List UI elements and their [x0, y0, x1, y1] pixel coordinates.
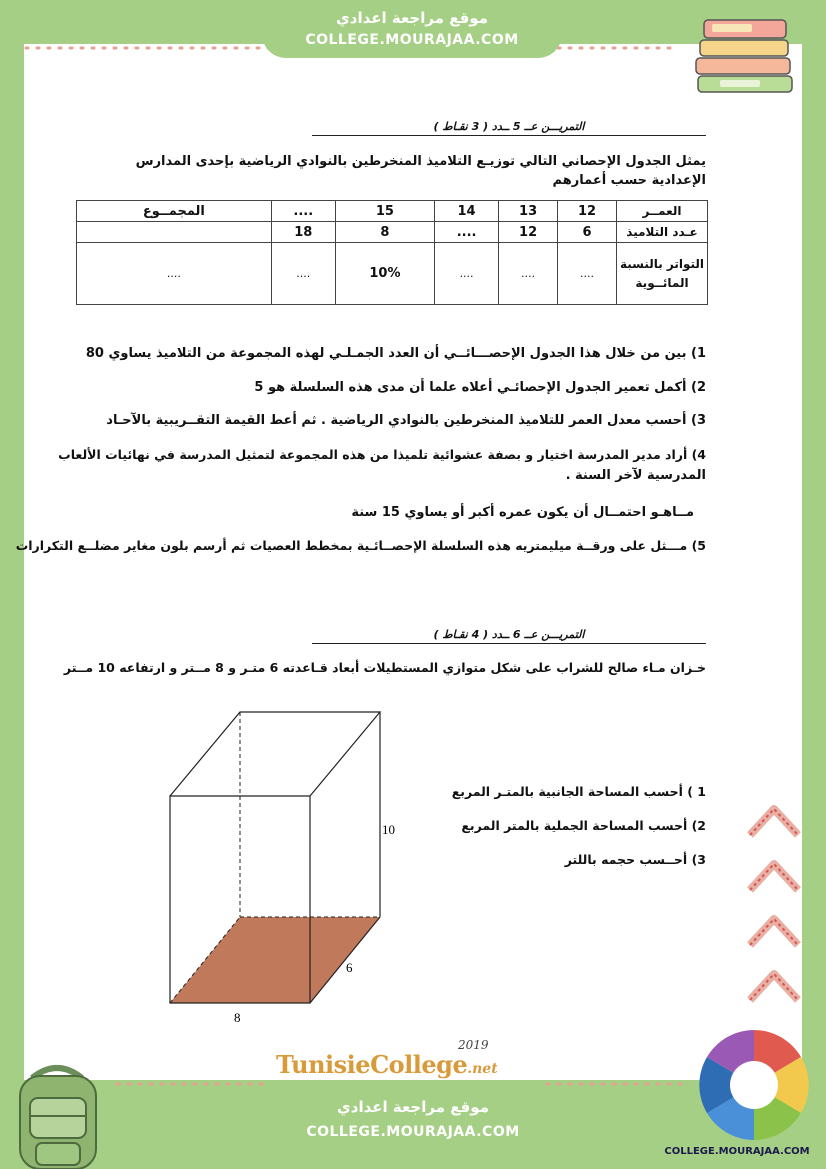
- table-row: [77, 222, 708, 243]
- decorative-dots: [24, 46, 294, 50]
- question-4-cont: المدرسية لآخر السنة .: [565, 468, 706, 483]
- header-tab: [262, 0, 562, 58]
- footer-site-name: موقع مراجعة اعدادي: [337, 1098, 489, 1116]
- frame-right: [802, 0, 826, 1169]
- table-cell: ....: [499, 243, 558, 305]
- footer-tab: [270, 1088, 556, 1169]
- table-cell: العمــر: [617, 201, 708, 222]
- table-cell: 15: [335, 201, 434, 222]
- books-icon: [690, 12, 800, 96]
- ex6-question-3: 3) أحــسب حجمه باللتر: [564, 852, 706, 867]
- table-row: [77, 201, 708, 222]
- table-cell: ....: [435, 243, 499, 305]
- table-row: [77, 243, 708, 305]
- footer-site-url[interactable]: COLLEGE.MOURAJAA.COM: [306, 1124, 520, 1140]
- table-cell: ....: [271, 243, 335, 305]
- frame-left: [0, 0, 24, 1169]
- table-cell: 13: [499, 201, 558, 222]
- table-cell: 8: [335, 222, 434, 243]
- decorative-dots: [115, 1082, 265, 1086]
- decorative-dots: [545, 46, 675, 50]
- cuboid-figure: [160, 700, 420, 1030]
- logo-text: TunisieCollege: [276, 1050, 468, 1079]
- table-cell: المجمــوع: [77, 201, 272, 222]
- header-site-url[interactable]: COLLEGE.MOURAJAA.COM: [305, 32, 519, 48]
- question-2: 2) أكمل تعمير الجدول الإحصائـي أعلاه علما أن مدى هذه السلسلة هو 5: [254, 380, 706, 395]
- table-cell: 12: [558, 201, 617, 222]
- question-4-sub: مــاهـو احتمــال أن يكون عمره أكبر أو يساوي 15 سنة: [351, 505, 694, 520]
- backpack-icon: [2, 1058, 112, 1169]
- header-site-name: موقع مراجعة اعدادي: [336, 9, 488, 27]
- statistics-table: [76, 200, 708, 305]
- table-cell: التواتر بالنسبة المائــوية: [617, 243, 708, 305]
- table-cell: ....: [271, 201, 335, 222]
- question-1: 1) بين من خلال هذا الجدول الإحصـــائــي أن العدد الجمـلـي لهذه المجموعة من التلاميذ يساوي 80: [85, 346, 706, 361]
- chevron-up-icon: [744, 960, 804, 1020]
- table-cell: 12: [499, 222, 558, 243]
- table-cell: 18: [271, 222, 335, 243]
- table-cell: 6: [558, 222, 617, 243]
- height-label: 10: [382, 822, 395, 837]
- question-3: 3) أحسب معدل العمر للتلاميذ المنخرطين بالنوادي الرياضية . ثم أعط القيمة التقــريبية بالآحـاد: [106, 413, 706, 428]
- table-cell: عـدد التلاميذ: [617, 222, 708, 243]
- table-cell: ....: [77, 243, 272, 305]
- tunisiecollege-logo: [276, 1038, 526, 1084]
- table-cell: 14: [435, 201, 499, 222]
- table-cell: 10%: [335, 243, 434, 305]
- exercise5-intro: يمثل الجدول الإحصاني التالي توزيـع التلاميذ المنخرطين بالنوادي الرياضية بإحدى المدارس الإعدادية حسب أعمارهم: [135, 154, 706, 188]
- chevron-up-icon: [744, 850, 804, 910]
- ex6-question-1: 1 ) أحسب المساحة الجانبية بالمتـر المربع: [451, 784, 706, 799]
- width-label: 8: [234, 1010, 241, 1025]
- chevron-up-icon: [744, 795, 804, 855]
- logo-suffix: .net: [467, 1061, 498, 1077]
- subjects-wheel-icon: [694, 1026, 814, 1144]
- chevron-up-icon: [744, 905, 804, 965]
- question-5: 5) مـــثل على ورقــة ميليمتريه هذه السلسلة الإحصــائـية بمخطط العصيات ثم أرسم بلون مغاير مضلــع التكرارات: [15, 538, 706, 553]
- exercise5-heading: التمريـــن عــ 5 ــدد ( 3 نقـاط ): [312, 120, 706, 136]
- table-cell: [77, 222, 272, 243]
- table-cell: ....: [435, 222, 499, 243]
- ex6-question-2: 2) أحسب المساحة الجملية بالمتر المربع: [461, 818, 706, 833]
- exercise6-intro: خـزان مـاء صالح للشراب على شكل متوازي المستطيلات أبعاد قـاعدته 6 متـر و 8 مــتر و ارتفاعه 10 مــتر: [63, 660, 706, 675]
- table-cell: ....: [558, 243, 617, 305]
- logo-year: 2019: [458, 1038, 489, 1052]
- depth-label: 6: [346, 960, 353, 975]
- decorative-dots: [545, 1082, 685, 1086]
- corner-site-url[interactable]: COLLEGE.MOURAJAA.COM: [664, 1146, 810, 1157]
- exercise6-heading: التمريـــن عــ 6 ــدد ( 4 نقـاط ): [312, 628, 706, 644]
- question-4: 4) أراد مدير المدرسة اختيار و بصفة عشوائية تلميذا من هذه المجموعة لتمثيل المدرسة في نهائيات الألعاب: [58, 447, 706, 462]
